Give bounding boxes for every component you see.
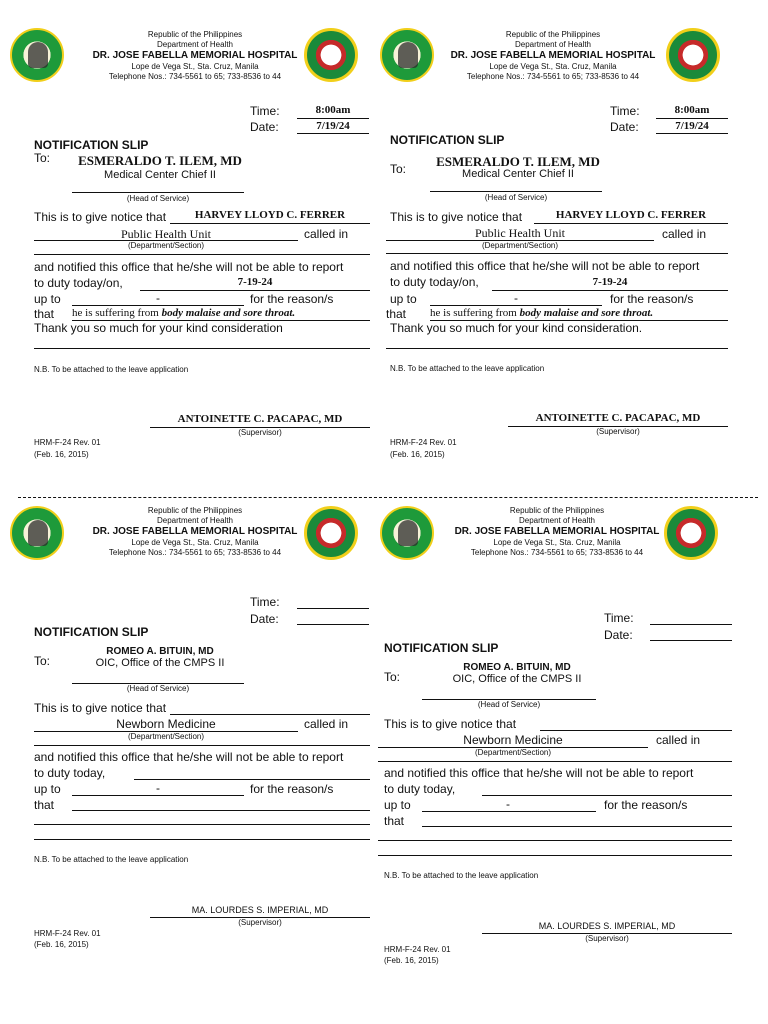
supervisor-name: ANTOINETTE C. PACAPAC, MD — [535, 412, 701, 424]
hospital-name: DR. JOSE FABELLA MEMORIAL HOSPITAL — [92, 50, 298, 61]
reason-text[interactable]: he is suffering from body malaise and sore throat. — [430, 307, 654, 319]
head-of-service-title: OIC, Office of the CMPS II — [95, 657, 225, 669]
slip-title: NOTIFICATION SLIP — [34, 625, 149, 639]
slip-title: NOTIFICATION SLIP — [384, 641, 499, 655]
head-of-service-title: Medical Center Chief II — [104, 169, 216, 181]
head-of-service-name: ROMEO A. BITUIN, MD — [106, 646, 214, 657]
time-label: Time: — [610, 104, 640, 118]
slip-title: NOTIFICATION SLIP — [390, 133, 505, 147]
letterhead: Republic of the Philippines Department of Health DR. JOSE FABELLA MEMORIAL HOSPITAL Lope de Vega St., Sta. Cruz, Manila Telephone Nos.: 734-5561 to 65; 733-8536 to 44 — [10, 506, 380, 558]
time-label: Time: — [604, 611, 634, 625]
department-value[interactable]: Newborn Medicine — [463, 733, 563, 747]
form-date: (Feb. 16, 2015) — [34, 450, 89, 459]
to-label: To: — [390, 162, 407, 176]
date-value[interactable]: 7/19/24 — [675, 120, 709, 132]
form-date: (Feb. 16, 2015) — [34, 940, 89, 949]
employee-name[interactable]: HARVEY LLOYD C. FERRER — [194, 209, 346, 221]
letterhead: Republic of the Philippines Department of Health DR. JOSE FABELLA MEMORIAL HOSPITAL Lope de Vega St., Sta. Cruz, Manila Telephone Nos.: 734-5561 to 65; 733-8536 to 44 — [10, 30, 380, 82]
employee-name[interactable]: HARVEY LLOYD C. FERRER — [555, 209, 707, 221]
form-date: (Feb. 16, 2015) — [390, 450, 445, 459]
letterhead: Republic of the Philippines Department of Health DR. JOSE FABELLA MEMORIAL HOSPITAL Lope de Vega St., Sta. Cruz, Manila Telephone Nos.: 734-5561 to 65; 733-8536 to 44 — [368, 30, 738, 82]
form-number: HRM-F-24 Rev. 01 — [384, 945, 451, 954]
date-label: Date: — [250, 120, 279, 134]
head-of-service-title: OIC, Office of the CMPS II — [452, 673, 582, 685]
form-number: HRM-F-24 Rev. 01 — [34, 929, 101, 938]
department-value[interactable]: Public Health Unit — [475, 226, 565, 240]
slip-top-right: Republic of the Philippines Department of Health DR. JOSE FABELLA MEMORIAL HOSPITAL Lope de Vega St., Sta. Cruz, Manila Telephone Nos.: 734-5561 to 65; 733-8536 to 44 Time: 8:00am Date: 7/19/24 NOTIFICATION SLIP To: ESMERALDO T. ILEM, MD Medical Center Chief II (Head of Service) This is to give notice that HARVEY LLOYD C. FERRER Public Health Unit called in (Department/Section) and notified this office that he/she will not be able to report to duty today/on, 7-19-24 up to - for the reason/s that he is suffering from body malaise and sore throat. Thank you so much for your kind consideration. N.B. To be attached to the leave application ANTOINETTE C. PACAPAC, MD (Supervisor) HRM-F-24 Rev. 01 (Feb. 16, 2015) — [368, 20, 738, 500]
hospital-name: DR. JOSE FABELLA MEMORIAL HOSPITAL — [454, 526, 660, 537]
supervisor-name: ANTOINETTE C. PACAPAC, MD — [177, 413, 343, 425]
supervisor-name: MA. LOURDES S. IMPERIAL, MD — [538, 921, 676, 931]
department-value[interactable]: Public Health Unit — [121, 227, 211, 241]
department-value[interactable]: Newborn Medicine — [116, 717, 216, 731]
nb-note: N.B. To be attached to the leave application — [34, 855, 189, 864]
slip-top-left: Republic of the Philippines Department of Health DR. JOSE FABELLA MEMORIAL HOSPITAL Lope de Vega St., Sta. Cruz, Manila Telephone Nos.: 734-5561 to 65; 733-8536 to 44 Time: 8:00am Date: 7/19/24 NOTIFICATION SLIP To: ESMERALDO T. ILEM, MD Medical Center Chief II (Head of Service) This is to give notice that HARVEY LLOYD C. FERRER Public Health Unit called in (Department/Section) and notified this office that he/she will not be able to report to duty today/on, 7-19-24 up to - for the reason/s that he is suffering from body malaise and sore throat. Thank you so much for your kind consideration N.B. To be attached to the leave application ANTOINETTE C. PACAPAC, MD (Supervisor) HRM-F-24 Rev. 01 (Feb. 16, 2015) — [10, 20, 380, 500]
duty-date-value[interactable]: 7-19-24 — [592, 276, 628, 288]
nb-note: N.B. To be attached to the leave application — [390, 364, 545, 373]
notice-label: This is to give notice that — [390, 210, 523, 224]
supervisor-name: MA. LOURDES S. IMPERIAL, MD — [191, 905, 329, 915]
date-value[interactable]: 7/19/24 — [316, 120, 350, 132]
head-of-service-title: Medical Center Chief II — [462, 168, 574, 180]
hospital-name: DR. JOSE FABELLA MEMORIAL HOSPITAL — [450, 50, 656, 61]
notice-label: This is to give notice that — [34, 210, 167, 224]
to-label: To: — [34, 654, 51, 668]
time-label: Time: — [250, 104, 280, 118]
slip-title: NOTIFICATION SLIP — [34, 138, 149, 152]
slip-bottom-right: Republic of the Philippines Department of Health DR. JOSE FABELLA MEMORIAL HOSPITAL Lope de Vega St., Sta. Cruz, Manila Telephone Nos.: 734-5561 to 65; 733-8536 to 44 Time: Date: NOTIFICATION SLIP To: ROMEO A. BITUIN, MD OIC, Office of the CMPS II (Head of Service) This is to give notice that Newborn Medicine called in (Department/Section) and notified this office that he/she will not be able to report to duty today, up to - for the reason/s that N.B. To be attached to the leave application MA. LOURDES S. IMPERIAL, MD (Supervisor) HRM-F-24 Rev. 01 (Feb. 16, 2015) — [364, 496, 734, 976]
time-label: Time: — [250, 595, 280, 609]
form-number: HRM-F-24 Rev. 01 — [390, 438, 457, 447]
to-label: To: — [384, 670, 401, 684]
letterhead: Republic of the Philippines Department of Health DR. JOSE FABELLA MEMORIAL HOSPITAL Lope de Vega St., Sta. Cruz, Manila Telephone Nos.: 734-5561 to 65; 733-8536 to 44 — [372, 506, 742, 558]
duty-date-value[interactable]: 7-19-24 — [237, 276, 273, 288]
to-label: To: — [34, 151, 51, 165]
reason-text[interactable]: he is suffering from body malaise and sore throat. — [72, 307, 296, 319]
nb-note: N.B. To be attached to the leave application — [34, 365, 189, 374]
form-date: (Feb. 16, 2015) — [384, 956, 439, 965]
notice-label: This is to give notice that — [34, 701, 167, 715]
nb-note: N.B. To be attached to the leave application — [384, 871, 539, 880]
head-of-service-name: ROMEO A. BITUIN, MD — [463, 662, 571, 673]
date-label: Date: — [604, 628, 633, 642]
hospital-name: DR. JOSE FABELLA MEMORIAL HOSPITAL — [92, 526, 298, 537]
date-label: Date: — [610, 120, 639, 134]
form-number: HRM-F-24 Rev. 01 — [34, 438, 101, 447]
head-of-service-name: ESMERALDO T. ILEM, MD — [78, 153, 242, 168]
slip-bottom-left: Republic of the Philippines Department of Health DR. JOSE FABELLA MEMORIAL HOSPITAL Lope de Vega St., Sta. Cruz, Manila Telephone Nos.: 734-5561 to 65; 733-8536 to 44 Time: Date: NOTIFICATION SLIP To: ROMEO A. BITUIN, MD OIC, Office of the CMPS II (Head of Service) This is to give notice that Newborn Medicine called in (Department/Section) and notified this office that he/she will not be able to report to duty today, up to - for the reason/s that N.B. To be attached to the leave application MA. LOURDES S. IMPERIAL, MD (Supervisor) HRM-F-24 Rev. 01 (Feb. 16, 2015) — [10, 496, 380, 976]
time-value[interactable]: 8:00am — [674, 104, 710, 116]
head-of-service-name: ESMERALDO T. ILEM, MD — [436, 154, 600, 169]
time-value[interactable]: 8:00am — [315, 104, 351, 116]
notice-label: This is to give notice that — [384, 717, 517, 731]
date-label: Date: — [250, 612, 279, 626]
